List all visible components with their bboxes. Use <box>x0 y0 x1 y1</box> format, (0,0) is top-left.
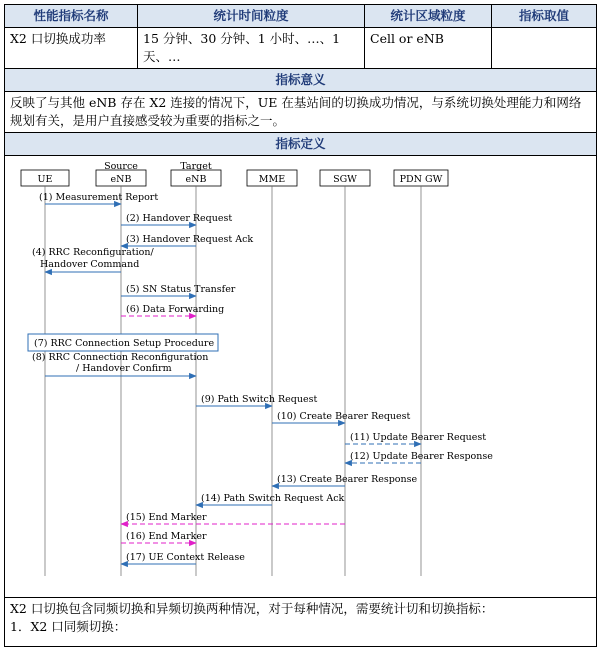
header-kpi-name: 性能指标名称 <box>5 5 138 28</box>
kpi-table <box>4 4 597 647</box>
message-label-7: (7) RRC Connection Setup Procedure <box>34 338 215 349</box>
message-label-14: (14) Path Switch Request Ack <box>201 493 345 504</box>
message-label-16: (16) End Marker <box>126 531 207 542</box>
meaning-text: 反映了与其他 eNB 存在 X2 连接的情况下，UE 在基站间的切换成功情况，与系统切换处理能力和网络规划有关，是用户直接感受较为重要的指标之一。 <box>5 92 597 133</box>
message-label-3: (3) Handover Request Ack <box>126 234 254 245</box>
entity-label-2: Target <box>180 161 212 172</box>
meaning-title: 指标意义 <box>5 69 597 92</box>
kpi-name: X2 口切换成功率 <box>10 31 106 46</box>
entity-label-4: SGW <box>333 174 357 185</box>
message-label-1: (1) Measurement Report <box>39 192 159 203</box>
entity-label-1: eNB <box>110 174 132 185</box>
message-label-12: (12) Update Bearer Response <box>350 451 493 462</box>
area-granularity-cell <box>365 28 492 69</box>
sequence-diagram <box>10 158 600 590</box>
header-time-granularity: 统计时间粒度 <box>138 5 365 28</box>
time-granularity-cell <box>138 28 365 69</box>
bottom-text <box>5 598 597 647</box>
kpi-row <box>5 28 597 69</box>
kpi-name-cell <box>5 28 138 69</box>
diagram-row <box>5 156 597 598</box>
bottom-line-2: 1．X2 口同频切换： <box>10 619 127 634</box>
message-label-6: (6) Data Forwarding <box>126 304 225 315</box>
entity-label-1: Source <box>104 161 138 172</box>
bottom-row <box>5 598 597 647</box>
message-label-4-b: Handover Command <box>40 259 140 270</box>
header-kpi-value: 指标取值 <box>492 5 597 28</box>
message-label-2: (2) Handover Request <box>126 213 233 224</box>
message-label-5: (5) SN Status Transfer <box>126 284 236 295</box>
definition-title: 指标定义 <box>5 133 597 156</box>
message-label-17: (17) UE Context Release <box>126 552 245 563</box>
entity-label-2: eNB <box>185 174 207 185</box>
message-label-13: (13) Create Bearer Response <box>277 474 418 485</box>
message-label-8: (8) RRC Connection Reconfiguration <box>32 352 209 363</box>
time-granularity: 15 分钟、30 分钟、1 小时、…、1 天、… <box>143 31 341 64</box>
bottom-line-1-tail: 和切换 <box>418 601 456 616</box>
bottom-line-1-main: X2 口切换包含同频切换和异频切换两种情况，对于每种情况，需要统计切 <box>10 601 419 616</box>
message-label-4: (4) RRC Reconfiguration/ <box>32 247 154 258</box>
header-area-granularity: 统计区域粒度 <box>365 5 492 28</box>
message-label-8-b: / Handover Confirm <box>76 363 172 374</box>
message-label-9: (9) Path Switch Request <box>201 394 318 405</box>
entity-label-3: MME <box>258 174 286 185</box>
kpi-value-cell <box>492 28 597 69</box>
bottom-line-1-end: 指标： <box>455 601 494 616</box>
meaning-row <box>5 92 597 133</box>
meaning-header-row <box>5 69 597 92</box>
entity-label-0: UE <box>37 174 53 185</box>
header-row <box>5 5 597 28</box>
message-label-11: (11) Update Bearer Request <box>350 432 487 443</box>
message-label-10: (10) Create Bearer Request <box>277 411 411 422</box>
message-label-15: (15) End Marker <box>126 512 207 523</box>
area-granularity: Cell or eNB <box>370 31 444 46</box>
definition-header-row <box>5 133 597 156</box>
diagram-cell <box>5 156 597 598</box>
bottom-line-1 <box>10 600 591 618</box>
entity-label-5: PDN GW <box>399 174 443 185</box>
